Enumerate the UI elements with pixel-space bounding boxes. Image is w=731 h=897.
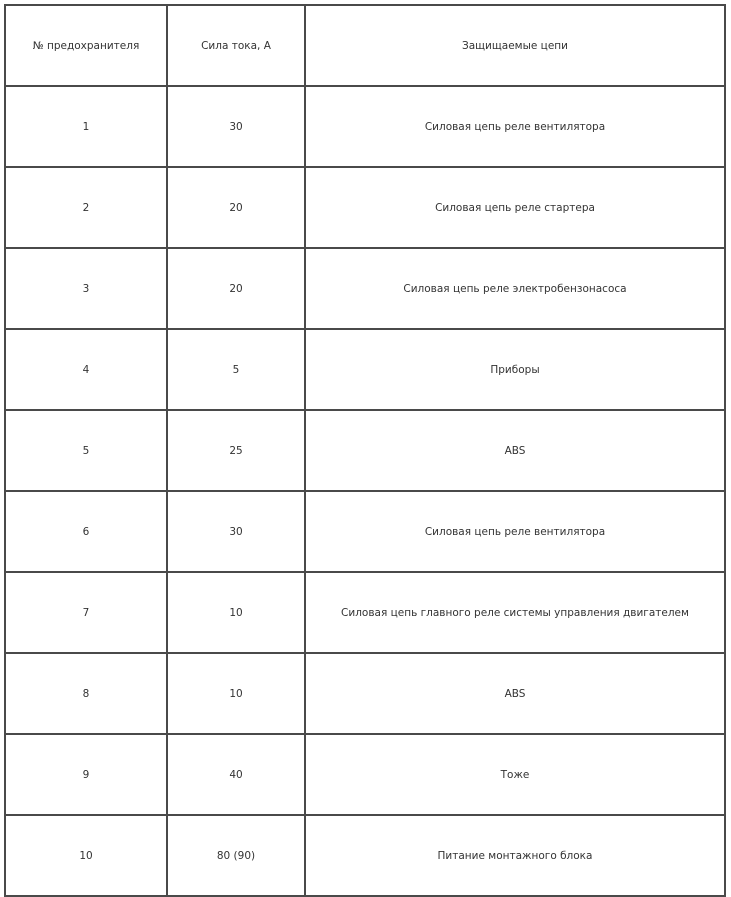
header-circuits: Защищаемые цепи — [305, 5, 725, 86]
fuse-number-cell: 5 — [5, 410, 167, 491]
current-cell: 10 — [167, 572, 305, 653]
current-cell: 5 — [167, 329, 305, 410]
circuit-cell: ABS — [305, 653, 725, 734]
fuse-number-cell: 8 — [5, 653, 167, 734]
table-row — [5, 653, 725, 734]
table-row — [5, 734, 725, 815]
fuse-table — [4, 4, 726, 897]
table-row — [5, 572, 725, 653]
current-cell: 25 — [167, 410, 305, 491]
table-row — [5, 329, 725, 410]
fuse-number-cell: 6 — [5, 491, 167, 572]
circuit-cell: ABS — [305, 410, 725, 491]
circuit-cell: Приборы — [305, 329, 725, 410]
current-cell: 80 (90) — [167, 815, 305, 896]
circuit-cell: Питание монтажного блока — [305, 815, 725, 896]
fuse-number-cell: 2 — [5, 167, 167, 248]
table-row — [5, 86, 725, 167]
circuit-cell: Силовая цепь реле вентилятора — [305, 491, 725, 572]
fuse-number-cell: 3 — [5, 248, 167, 329]
current-cell: 20 — [167, 167, 305, 248]
table-row — [5, 815, 725, 896]
header-row — [5, 5, 725, 86]
current-cell: 30 — [167, 491, 305, 572]
circuit-cell: Тоже — [305, 734, 725, 815]
fuse-number-cell: 7 — [5, 572, 167, 653]
table-row — [5, 248, 725, 329]
table-row — [5, 491, 725, 572]
current-cell: 30 — [167, 86, 305, 167]
fuse-number-cell: 4 — [5, 329, 167, 410]
header-current: Сила тока, А — [167, 5, 305, 86]
circuit-cell: Силовая цепь главного реле системы управления двигателем — [305, 572, 725, 653]
table-row — [5, 410, 725, 491]
circuit-cell: Силовая цепь реле электробензонасоса — [305, 248, 725, 329]
circuit-cell: Силовая цепь реле вентилятора — [305, 86, 725, 167]
circuit-cell: Силовая цепь реле стартера — [305, 167, 725, 248]
fuse-number-cell: 10 — [5, 815, 167, 896]
current-cell: 10 — [167, 653, 305, 734]
current-cell: 20 — [167, 248, 305, 329]
table-row — [5, 167, 725, 248]
current-cell: 40 — [167, 734, 305, 815]
header-fuse-number: № предохранителя — [5, 5, 167, 86]
fuse-number-cell: 1 — [5, 86, 167, 167]
fuse-number-cell: 9 — [5, 734, 167, 815]
